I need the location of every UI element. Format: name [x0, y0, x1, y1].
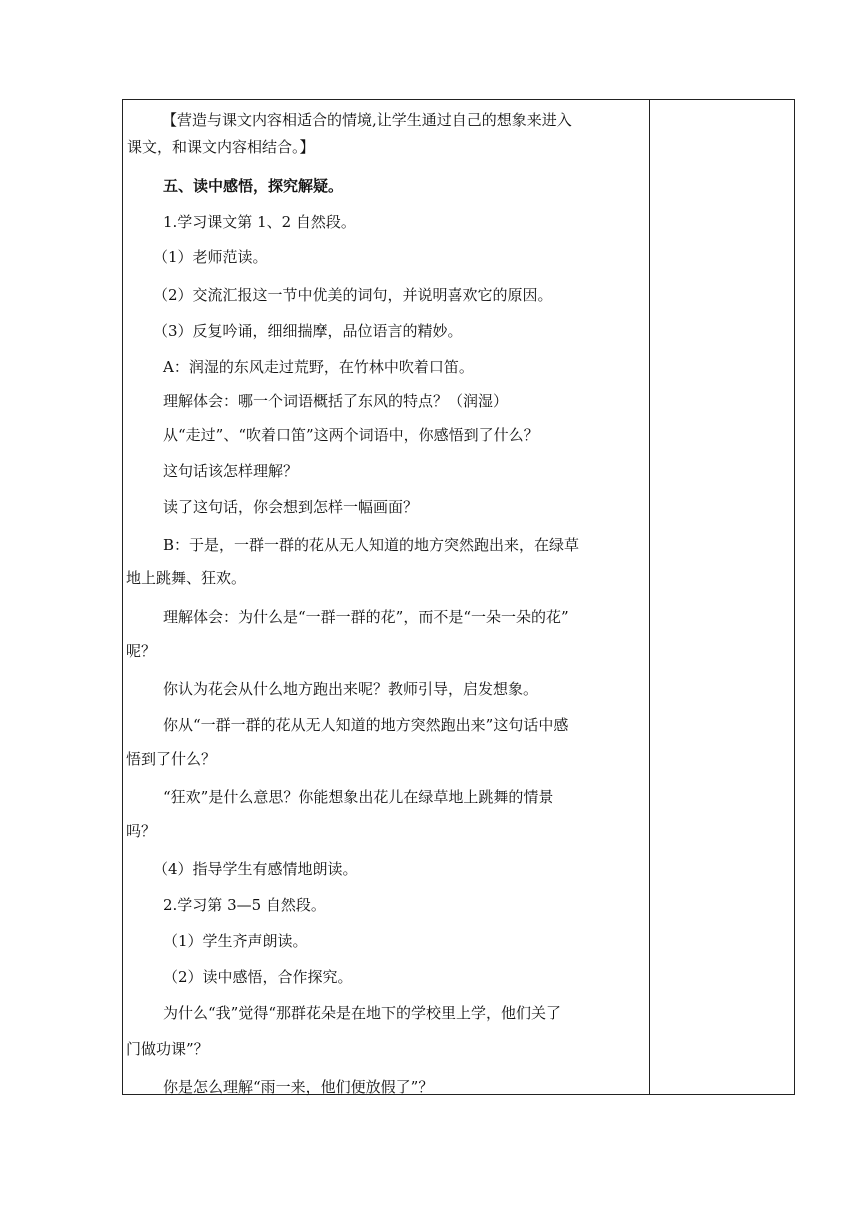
- step-2-heading: 2.学习第 3—5 自然段。: [163, 896, 326, 914]
- question-a-1: 理解体会：哪一个词语概括了东风的特点？（润湿）: [163, 392, 509, 410]
- step-1-item-2: （2）交流汇报这一节中优美的词句，并说明喜欢它的原因。: [153, 286, 553, 304]
- step-1-heading: 1.学习课文第 1、2 自然段。: [163, 213, 356, 231]
- step-2-item-1: （1）学生齐声朗读。: [163, 932, 308, 950]
- step-1-item-3: （3）反复吟诵，细细揣摩，品位语言的精妙。: [153, 322, 463, 340]
- question-b-3-line-2: 悟到了什么？: [126, 750, 217, 768]
- intro-note-line-1: 【营造与课文内容相适合的情境,让学生通过自己的想象来进入: [162, 111, 572, 129]
- question-b-1-line-1: 理解体会：为什么是“一群一群的花”，而不是“一朵一朵的花”: [163, 608, 569, 626]
- question-b-2: 你认为花会从什么地方跑出来呢？教师引导，启发想象。: [163, 680, 539, 698]
- question-b-4-line-2: 吗？: [126, 822, 157, 840]
- section-heading: 五、读中感悟，探究解疑。: [163, 177, 344, 195]
- question-c-2: 你是怎么理解“雨一来，他们便放假了”？: [163, 1078, 434, 1096]
- question-b-3-line-1: 你从“一群一群的花从无人知道的地方突然跑出来”这句话中感: [163, 716, 569, 734]
- sentence-b-line-2: 地上跳舞、狂欢。: [126, 569, 247, 587]
- question-b-4-line-1: “狂欢”是什么意思？你能想象出花儿在绿草地上跳舞的情景: [163, 788, 554, 806]
- intro-note-line-2: 课文，和课文内容相结合。】: [127, 138, 315, 156]
- question-a-4: 读了这句话，你会想到怎样一幅画面？: [163, 498, 419, 516]
- question-c-1-line-1: 为什么“我”觉得“那群花朵是在地下的学校里上学，他们关了: [163, 1004, 562, 1022]
- question-a-2: 从“走过”、“吹着口笛”这两个词语中，你感悟到了什么？: [163, 426, 539, 444]
- question-b-1-line-2: 呢？: [126, 642, 157, 660]
- question-a-3: 这句话该怎样理解？: [163, 462, 299, 480]
- column-divider: [649, 99, 650, 1095]
- sentence-a: A：润湿的东风走过荒野，在竹林中吹着口笛。: [163, 358, 474, 376]
- step-1-item-1: （1）老师范读。: [153, 248, 268, 266]
- step-2-item-2: （2）读中感悟，合作探究。: [163, 968, 353, 986]
- question-c-1-line-2: 门做功课”？: [126, 1040, 209, 1058]
- step-1-item-4: （4）指导学生有感情地朗读。: [153, 860, 358, 878]
- sentence-b-line-1: B：于是，一群一群的花从无人知道的地方突然跑出来，在绿草: [163, 536, 580, 554]
